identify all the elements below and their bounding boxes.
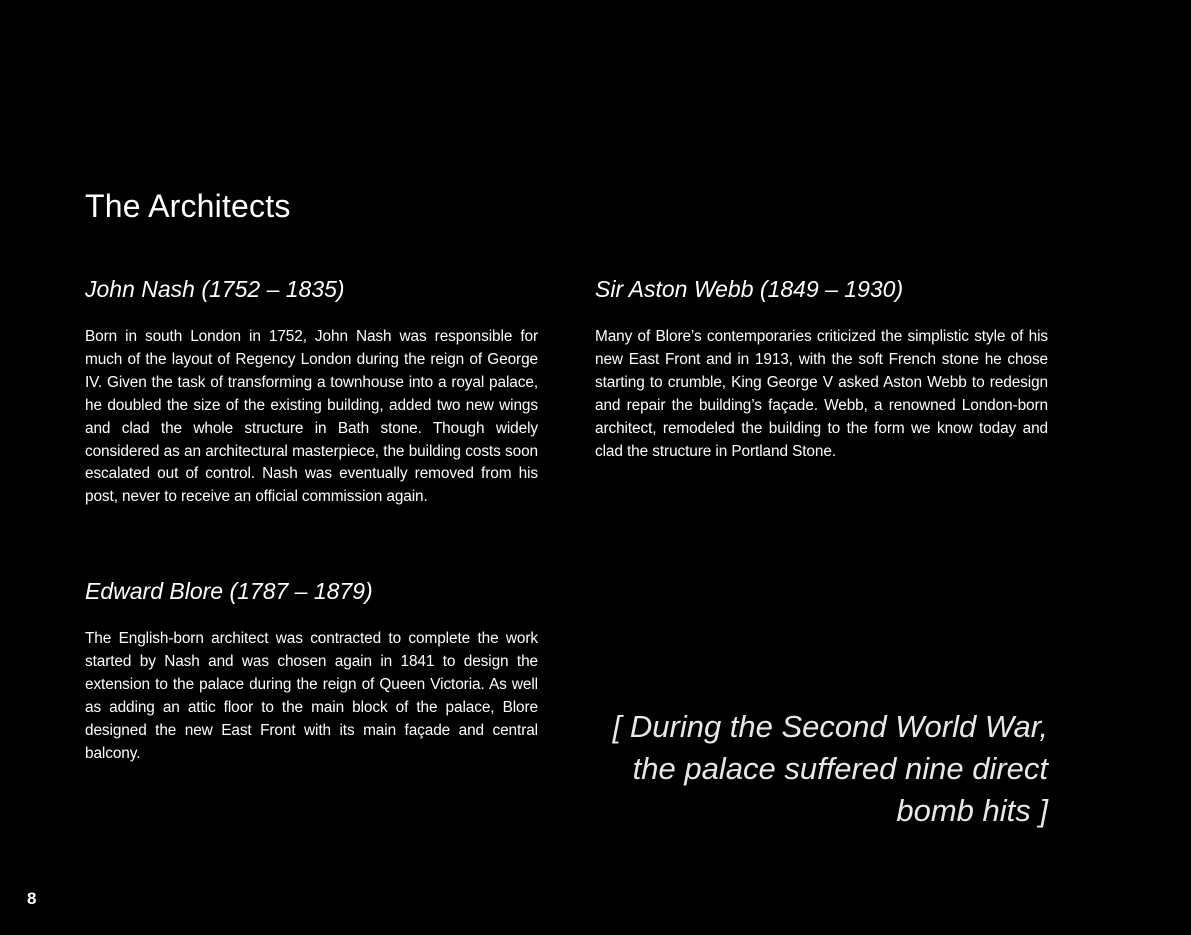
architect-section-nash bbox=[85, 274, 538, 509]
architect-bio: Born in south London in 1752, John Nash was responsible for much of the layout of Regency London during the reign of George IV. Given the task of transforming a townhouse into a royal palace, he doubled the size of the existing building, added two new wings and clad the whole structure in Bath stone. Though widely considered as an architectural masterpiece, the building costs soon escalated out of control. Nash was eventually removed from his post, never to receive an official commission again. bbox=[85, 328, 538, 506]
architect-bio: Many of Blore’s contemporaries criticized the simplistic style of his new East Front and in 1913, with the soft French stone he chose starting to crumble, King George V asked Aston Webb to redesign and repair the building’s façade. Webb, a renowned London-born architect, remodeled the building to the form we know today and clad the structure in Portland Stone. bbox=[595, 328, 1048, 460]
architect-section-blore bbox=[85, 576, 538, 765]
architect-name: Edward Blore (1787 – 1879) bbox=[85, 578, 373, 604]
architect-bio: The English-born architect was contracted to complete the work started by Nash and was chosen again in 1841 to design the extension to the palace during the reign of Queen Victoria. As well as adding an attic floor to the main block of the palace, Blore designed the new East Front with its main façade and central balcony. bbox=[85, 630, 538, 762]
pull-quote: [ During the Second World War, the palace suffered nine direct bomb hits ] bbox=[612, 709, 1048, 828]
architect-name: John Nash (1752 – 1835) bbox=[85, 276, 345, 302]
architect-name: Sir Aston Webb (1849 – 1930) bbox=[595, 276, 904, 302]
page-title: The Architects bbox=[85, 188, 291, 224]
architect-section-webb bbox=[595, 274, 1048, 463]
page-number: 8 bbox=[27, 889, 37, 908]
